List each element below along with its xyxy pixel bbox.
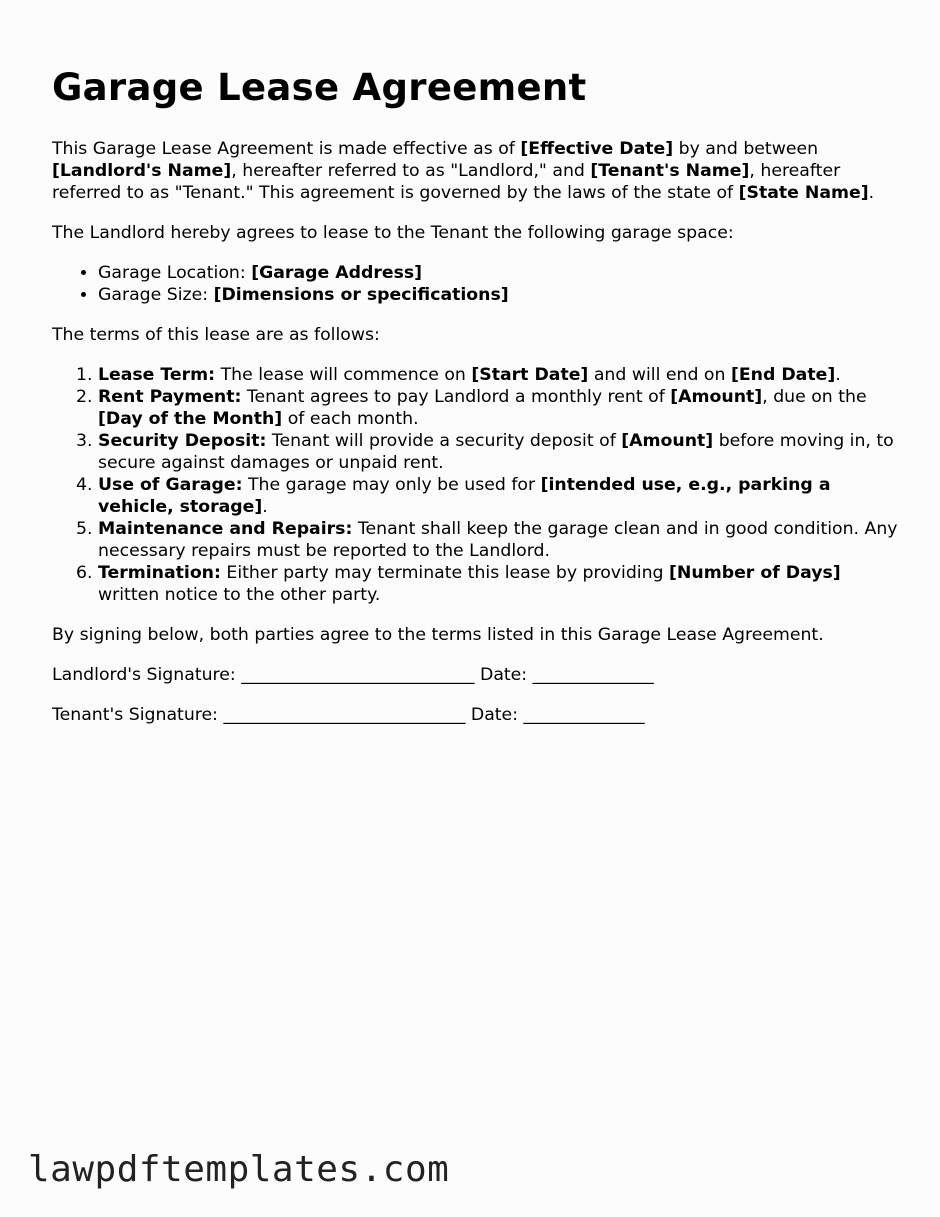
- list-item: [98, 474, 902, 518]
- document-page: [52, 64, 902, 744]
- term-label: Use of Garage:: [98, 475, 243, 495]
- list-item: [98, 386, 902, 430]
- garage-address-placeholder: [Garage Address]: [251, 263, 423, 283]
- term-label: Termination:: [98, 563, 221, 583]
- deposit-amount-placeholder: [Amount]: [621, 431, 714, 451]
- list-item: [98, 562, 902, 606]
- list-item: [98, 430, 902, 474]
- landlord-signature-line: Landlord's Signature: ___________________________ Date: ______________: [52, 665, 654, 685]
- term-text: and will end on: [588, 365, 731, 385]
- watermark: lawpdftemplates.com: [28, 1149, 450, 1190]
- start-date-placeholder: [Start Date]: [471, 365, 589, 385]
- state-name-placeholder: [State Name]: [738, 183, 869, 203]
- term-label: Lease Term:: [98, 365, 216, 385]
- intro-text: , hereafter referred to as "Tenant." This agreement is governed by the laws of the state of: [52, 161, 841, 203]
- term-text: , due on the: [762, 387, 867, 407]
- term-text: The garage may only be used for: [242, 475, 541, 495]
- closing-paragraph: By signing below, both parties agree to the terms listed in this Garage Lease Agreement.: [52, 625, 824, 645]
- landlord-name-placeholder: [Landlord's Name]: [52, 161, 232, 181]
- term-text: .: [835, 365, 841, 385]
- term-text: Either party may terminate this lease by providing: [220, 563, 670, 583]
- term-text: Tenant will provide a security deposit of: [266, 431, 622, 451]
- list-item: [98, 364, 902, 386]
- list-item: [98, 262, 902, 284]
- terms-list: [52, 364, 902, 606]
- garage-size-placeholder: [Dimensions or specifications]: [213, 285, 509, 305]
- intro-text: by and between: [673, 139, 819, 159]
- intro-text: , hereafter referred to as "Landlord," and: [231, 161, 591, 181]
- rent-amount-placeholder: [Amount]: [670, 387, 763, 407]
- intro-text: This Garage Lease Agreement is made effective as of: [52, 139, 521, 159]
- tenant-signature-line: Tenant's Signature: ____________________________ Date: ______________: [52, 705, 645, 725]
- list-item: [98, 518, 902, 562]
- term-label: Rent Payment:: [98, 387, 242, 407]
- end-date-placeholder: [End Date]: [730, 365, 836, 385]
- notice-days-placeholder: [Number of Days]: [669, 563, 841, 583]
- lease-intro-paragraph: The Landlord hereby agrees to lease to the Tenant the following garage space:: [52, 223, 734, 243]
- term-text: The lease will commence on: [215, 365, 472, 385]
- terms-intro-paragraph: The terms of this lease are as follows:: [52, 325, 380, 345]
- intro-paragraph: [52, 138, 902, 204]
- term-text: .: [262, 497, 268, 517]
- term-text: Tenant agrees to pay Landlord a monthly rent of: [241, 387, 671, 407]
- due-day-placeholder: [Day of the Month]: [98, 409, 283, 429]
- list-item: [98, 284, 902, 306]
- page-title: Garage Lease Agreement: [52, 66, 587, 109]
- term-label: Maintenance and Repairs:: [98, 519, 353, 539]
- effective-date-placeholder: [Effective Date]: [520, 139, 674, 159]
- tenant-name-placeholder: [Tenant's Name]: [590, 161, 750, 181]
- garage-location-label: Garage Location:: [98, 263, 252, 283]
- garage-size-label: Garage Size:: [98, 285, 214, 305]
- term-text: of each month.: [282, 409, 419, 429]
- term-text: written notice to the other party.: [98, 585, 381, 605]
- intended-use-placeholder: [intended use, e.g., parking a vehicle, storage]: [98, 475, 831, 517]
- term-label: Security Deposit:: [98, 431, 267, 451]
- garage-details-list: [52, 262, 902, 306]
- term-text: before moving in, to secure against damages or unpaid rent.: [98, 431, 894, 473]
- intro-text: .: [868, 183, 875, 203]
- term-text: Tenant shall keep the garage clean and in good condition. Any necessary repairs must be reported to the Landlord.: [98, 519, 898, 561]
